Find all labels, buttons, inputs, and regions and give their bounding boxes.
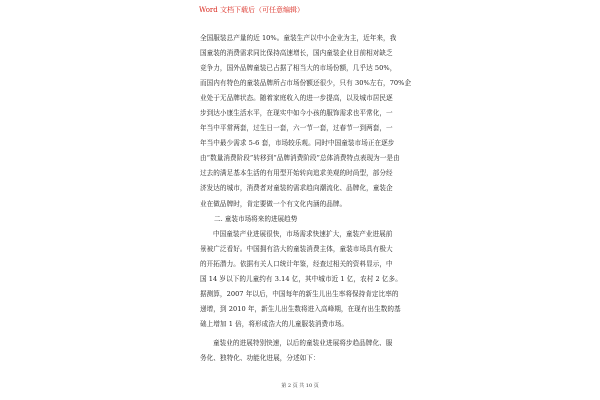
text-line: 济发达的城市，消费者对童装的需求趋向潮流化、品牌化，童装企 — [200, 184, 393, 193]
text-line: 过去的满足基本生活的有用型开始转向追求美观的时尚型，部分经 — [200, 169, 393, 178]
text-line: 步到达小康生活水平，在现实中如今小孩的服饰需求也平常化，一 — [200, 109, 393, 118]
text-line: 国童装的消费需求同比保持高速增长，国内童装企业目前相对缺乏 — [200, 49, 393, 58]
text-line: 础上增加 1 倍，将形成浩大的儿童服装消费市场。 — [200, 319, 349, 328]
text-line: 务化、独特化、功能化进展，分述如下： — [200, 353, 320, 362]
text-line: 景被广泛看好。中国拥有浩大的童装消费主体，童装市场具有极大 — [200, 244, 393, 253]
document-body — [200, 31, 414, 366]
text-line: 的开拓潜力。依据有关人口统计年鉴，经查过相关的资料显示，中 — [200, 259, 393, 268]
text-line: 中国童装产业进展很快，市场需求快速扩大，童装产业进展前 — [213, 229, 393, 238]
document-header-note: Word 文档下载后（可任意编辑） — [199, 6, 304, 14]
text-line: 递增，到 2010 年，新生儿出生数将进入高峰期，在现有出生数的基 — [200, 304, 401, 313]
text-line: 业在做品牌时，肯定要做一个有文化内涵的品牌。 — [200, 199, 347, 208]
page-number-footer: 第 2 页 共 10 页 — [281, 383, 319, 389]
paragraph-2 — [200, 227, 414, 332]
text-line: 国 14 岁以下的儿童约有 3.14 亿，其中城市近 1 亿，农村 2 亿多。 — [200, 274, 402, 283]
text-line: 竞争力，国外品牌童装已占据了相当大的市场份额，几乎达 50%， — [200, 64, 397, 73]
text-line: 童装业的进展特别快速，以后的童装业进展将步趋品牌化、服 — [213, 338, 393, 347]
section-heading: 二. 童装市场将来的进展趋势 — [214, 214, 298, 223]
text-line: 年当中平常两套，过生日一套，六一节一套，过春节一到两套，一 — [200, 124, 393, 133]
text-line: 年当中最少需求 5-6 套，市场较乐观。同时中国童装市场正在逐步 — [200, 139, 395, 148]
text-line: 据测算，2007 年以后，中国每年的新生儿出生率将保持肯定比率的 — [200, 289, 399, 298]
paragraph-1 — [200, 31, 414, 212]
text-line: 而国内有特色的童装品牌所占市场份额还很少，只有 30%左右，70%企 — [200, 79, 412, 88]
text-line: 由“数量消费阶段”转移到“品牌消费阶段”总体消费特点表现为一是由 — [200, 154, 400, 163]
text-line: 全国服装总产量的近 10%。童装生产以中小企业为主，近年来，我 — [200, 34, 397, 42]
paragraph-3 — [200, 336, 414, 366]
text-line: 业处于无品牌状态。随着家庭收入的进一步提高，以及城市居民逐 — [200, 94, 393, 103]
